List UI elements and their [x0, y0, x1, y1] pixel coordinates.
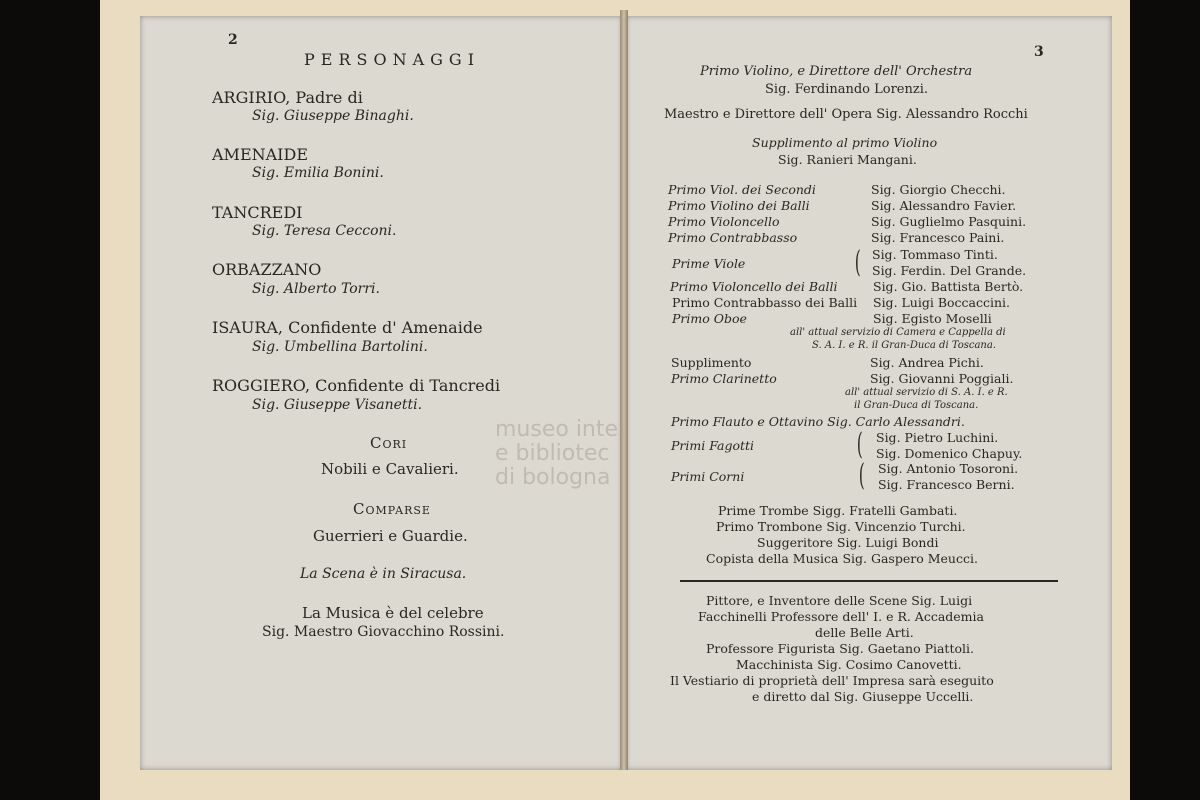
supplimento-violino-name: Sig. Ranieri Mangani. — [778, 152, 917, 167]
comparse-text: Guerrieri e Guardie. — [313, 527, 468, 545]
figurista-line: Professore Figurista Sig. Gaetano Piattoli. — [706, 641, 974, 656]
music-line-1: La Musica è del celebre — [302, 604, 484, 622]
trombone-line: Primo Trombone Sig. Vincenzio Turchi. — [716, 519, 966, 534]
viole-role: Prime Viole — [672, 256, 746, 271]
orchestra-role: Primo Violoncello dei Balli — [670, 279, 838, 294]
corni-role: Primi Corni — [671, 469, 745, 484]
fagotti-name: Sig. Pietro Luchini. — [876, 430, 999, 445]
orchestra-name: Sig. Francesco Paini. — [871, 230, 1005, 245]
section-divider — [680, 580, 1058, 582]
orchestra-role: Primo Violino dei Balli — [668, 198, 810, 213]
orchestra-role: Primo Contrabbasso dei Balli — [672, 295, 858, 310]
oboe-note: S. A. I. e R. il Gran-Duca di Toscana. — [812, 340, 997, 351]
vestiario-line-1: Il Vestiario di proprietà dell' Impresa sarà eseguito — [670, 673, 994, 688]
character-actor: Sig. Alberto Torri. — [252, 281, 380, 297]
character-actor: Sig. Giuseppe Visanetti. — [252, 397, 423, 413]
watermark — [495, 418, 618, 490]
character-role: ISAURA, Confidente d' Amenaide — [212, 318, 483, 337]
left-page-number: 2 — [228, 32, 238, 48]
fagotti-role: Primi Fagotti — [671, 438, 755, 453]
orchestra-role: Primo Viol. dei Secondi — [668, 182, 816, 197]
suggeritore-line: Suggeritore Sig. Luigi Bondi — [757, 535, 939, 550]
character-role: AMENAIDE — [212, 145, 308, 164]
character-actor: Sig. Teresa Cecconi. — [252, 223, 397, 239]
watermark-line: museo inte — [495, 417, 619, 442]
supplimento-role: Supplimento — [671, 355, 752, 370]
comparse-heading: Comparse — [353, 500, 431, 518]
trombe-line: Prime Trombe Sigg. Fratelli Gambati. — [718, 503, 958, 518]
orchestra-director-name: Sig. Ferdinando Lorenzi. — [765, 82, 929, 97]
watermark-line: di bologna — [495, 465, 611, 490]
orchestra-role: Primo Violoncello — [668, 214, 780, 229]
orchestra-role: Primo Oboe — [672, 311, 747, 326]
viole-brace: ( — [854, 245, 861, 280]
character-role: ARGIRIO, Padre di — [212, 88, 363, 107]
watermark-line: e bibliotec — [495, 441, 610, 466]
character-actor: Sig. Emilia Bonini. — [252, 165, 384, 181]
clarinetto-note: il Gran-Duca di Toscana. — [854, 400, 979, 411]
orchestra-name: Sig. Giorgio Checchi. — [871, 182, 1006, 197]
supplimento-violino: Supplimento al primo Violino — [752, 135, 938, 150]
flauto-line: Primo Flauto e Ottavino Sig. Carlo Alessandri. — [671, 414, 965, 429]
clarinetto-note: all' attual servizio di S. A. I. e R. — [845, 387, 1008, 398]
vestiario-line-2: e diretto dal Sig. Giuseppe Uccelli. — [752, 689, 974, 704]
cori-heading: Cori — [370, 434, 408, 452]
character-actor: Sig. Umbellina Bartolini. — [252, 339, 428, 355]
pittore-line-3: delle Belle Arti. — [815, 625, 914, 640]
orchestra-name: Sig. Guglielmo Pasquini. — [871, 214, 1027, 229]
viole-name: Sig. Tommaso Tinti. — [872, 247, 998, 262]
macchinista-line: Macchinista Sig. Cosimo Canovetti. — [736, 657, 962, 672]
cori-text: Nobili e Cavalieri. — [321, 460, 459, 478]
pittore-line-2: Facchinelli Professore dell' I. e R. Accademia — [698, 609, 984, 624]
corni-brace: ( — [858, 458, 865, 493]
corni-name: Sig. Francesco Berni. — [878, 477, 1015, 492]
corni-name: Sig. Antonio Tosoroni. — [878, 461, 1019, 476]
clarinetto-name: Sig. Giovanni Poggiali. — [870, 371, 1014, 386]
character-actor: Sig. Giuseppe Binaghi. — [252, 108, 414, 124]
orchestra-name: Sig. Alessandro Favier. — [871, 198, 1017, 213]
supplimento-name: Sig. Andrea Pichi. — [870, 355, 984, 370]
fagotti-brace: ( — [856, 427, 863, 462]
personaggi-heading: PERSONAGGI — [304, 50, 481, 69]
clarinetto-role: Primo Clarinetto — [671, 371, 777, 386]
music-line-2: Sig. Maestro Giovacchino Rossini. — [262, 624, 505, 640]
viole-name: Sig. Ferdin. Del Grande. — [872, 263, 1027, 278]
orchestra-role: Primo Contrabbasso — [668, 230, 798, 245]
orchestra-name: Sig. Egisto Moselli — [873, 311, 992, 326]
fagotti-name: Sig. Domenico Chapuy. — [876, 446, 1023, 461]
copista-line: Copista della Musica Sig. Gaspero Meucci. — [706, 551, 978, 566]
character-role: ORBAZZANO — [212, 260, 322, 279]
character-role: ROGGIERO, Confidente di Tancredi — [212, 376, 501, 395]
orchestra-name: Sig. Gio. Battista Bertò. — [873, 279, 1024, 294]
orchestra-name: Sig. Luigi Boccaccini. — [873, 295, 1011, 310]
right-page-number: 3 — [1034, 44, 1044, 60]
character-role: TANCREDI — [212, 203, 303, 222]
pittore-line-1: Pittore, e Inventore delle Scene Sig. Luigi — [706, 593, 973, 608]
orchestra-director: Primo Violino, e Direttore dell' Orchestra — [700, 64, 973, 79]
scene-location: La Scena è in Siracusa. — [300, 566, 467, 582]
book-gutter — [620, 10, 628, 770]
oboe-note: all' attual servizio di Camera e Cappella di — [790, 327, 1006, 338]
opera-director: Maestro e Direttore dell' Opera Sig. Alessandro Rocchi — [664, 107, 1028, 122]
